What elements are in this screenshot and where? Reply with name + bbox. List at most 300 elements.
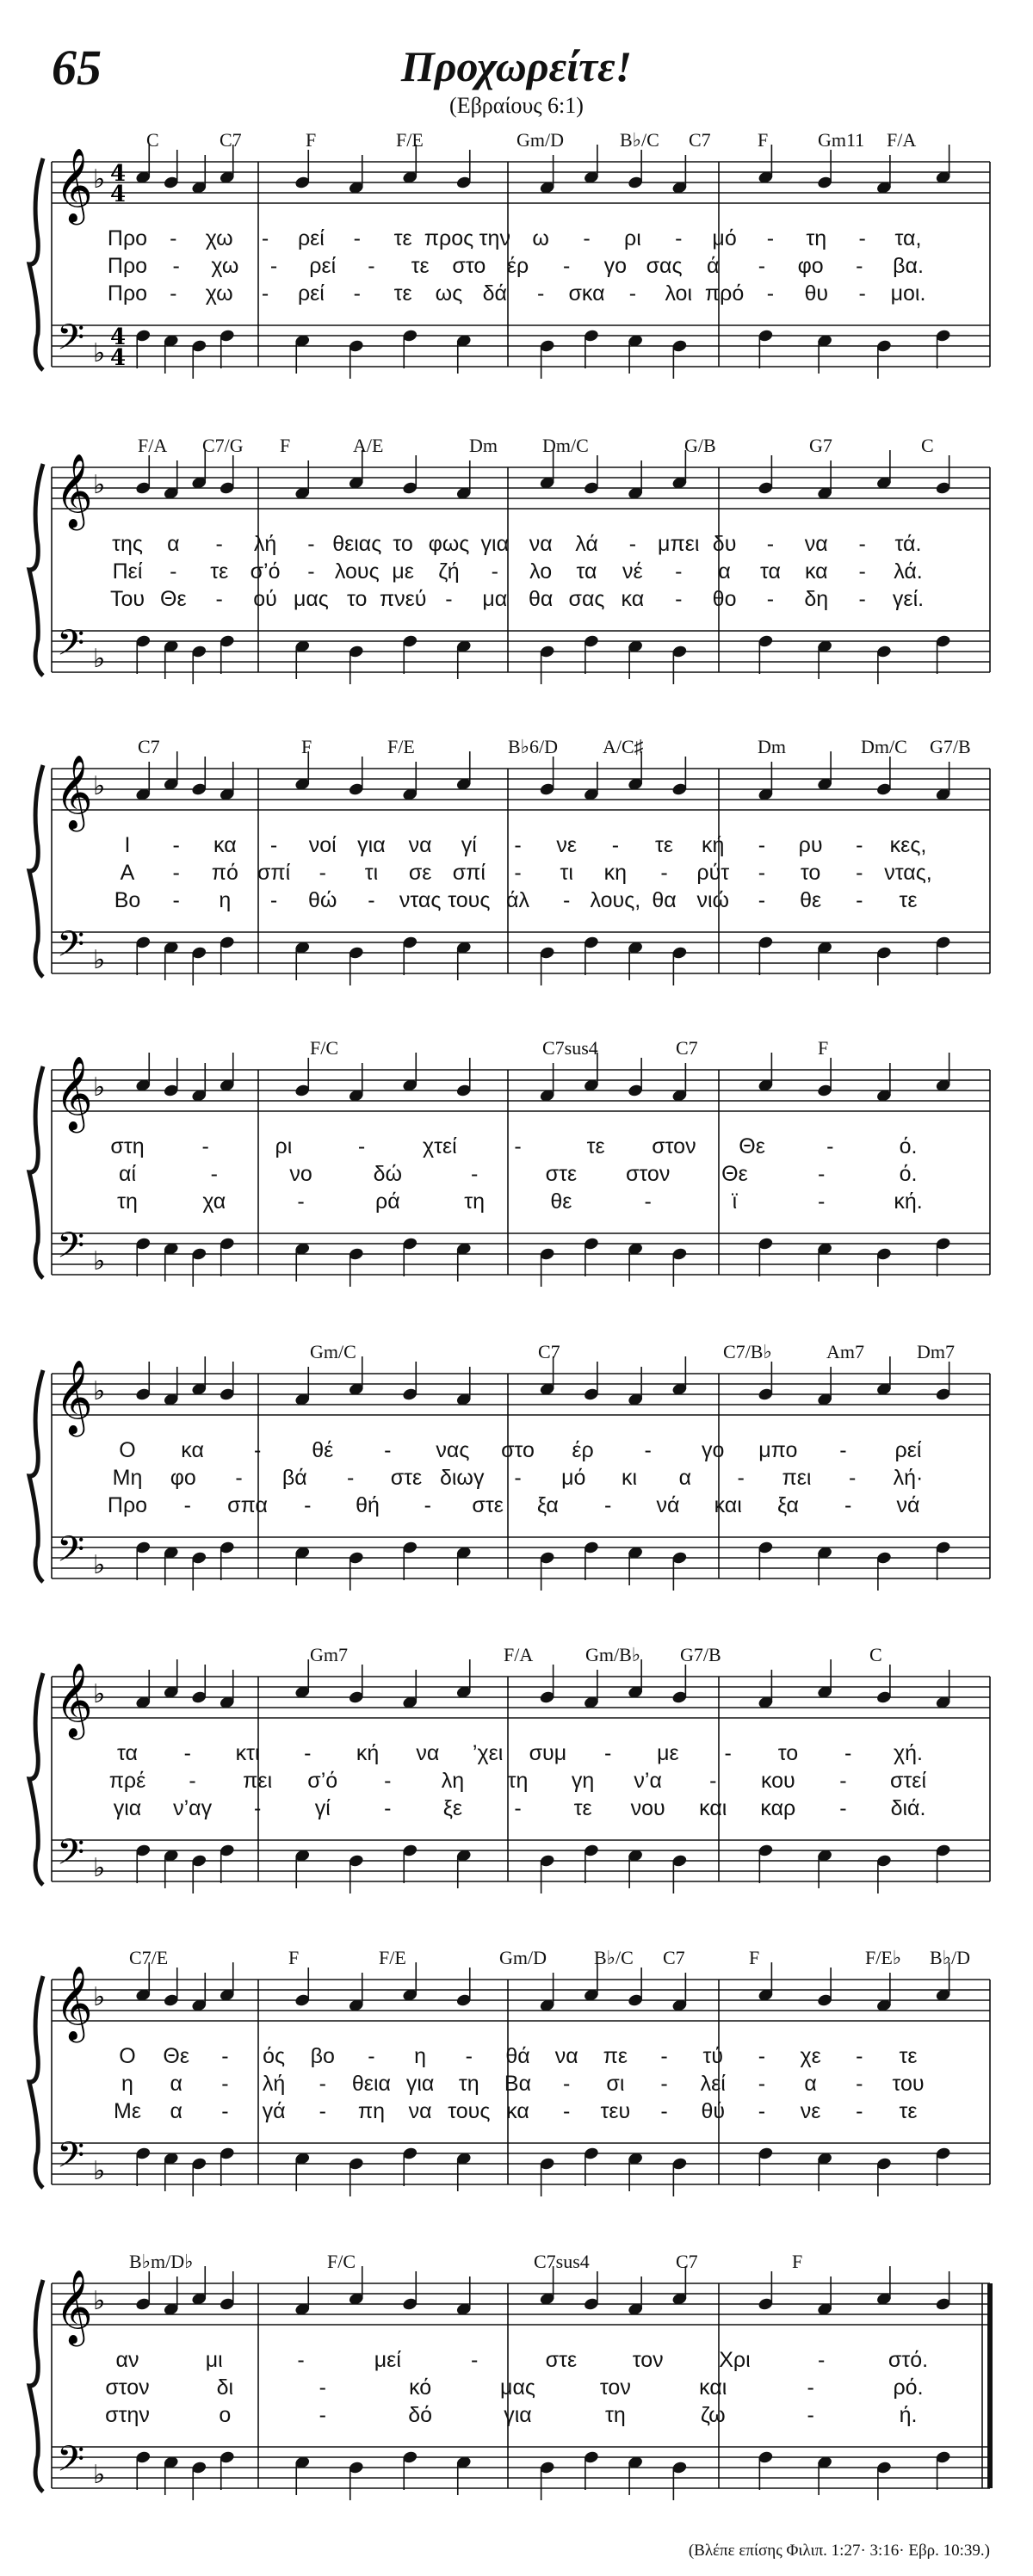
chord-symbol: B♭m/D♭ xyxy=(129,2251,194,2272)
lyric-syllable: πό xyxy=(211,861,238,885)
lyric-syllable: Με xyxy=(114,2099,141,2123)
lyric-syllable: νο xyxy=(289,1162,312,1186)
lyric-syllable: τε xyxy=(899,2099,918,2123)
lyric-hyphen: - xyxy=(319,2403,326,2427)
lyric-syllable: θή xyxy=(356,1493,380,1517)
lyric-syllable: λή xyxy=(262,2072,286,2096)
lyric-syllable: ζω xyxy=(700,2403,726,2427)
lyric-hyphen: - xyxy=(170,559,177,584)
lyric-syllable: χτεί xyxy=(422,1134,457,1158)
lyric-syllable: ϊ xyxy=(732,1189,738,1214)
lyric-syllable: ού xyxy=(253,587,277,611)
lyric-syllable: τι xyxy=(560,861,573,885)
lyric-syllable: δά xyxy=(482,281,507,306)
lyric-hyphen: - xyxy=(807,2403,814,2427)
system-brace xyxy=(29,1370,43,1582)
lyric-hyphen: - xyxy=(304,1493,312,1517)
lyric-hyphen: - xyxy=(818,2348,826,2372)
lyric-syllable: φο xyxy=(797,254,824,278)
key-signature-flat-icon: ♭ xyxy=(93,644,106,674)
lyric-syllable: και xyxy=(699,1796,727,1820)
chord-symbol: Dm7 xyxy=(917,1341,955,1362)
lyric-syllable: α xyxy=(718,559,731,584)
treble-clef-icon: 𝄞 xyxy=(55,755,93,829)
treble-clef-icon: 𝄞 xyxy=(55,454,93,528)
lyric-syllable: ρεί xyxy=(297,226,325,250)
lyric-hyphen: - xyxy=(583,226,591,250)
lyric-syllable: τευ xyxy=(600,2099,631,2123)
lyric-hyphen: - xyxy=(563,2072,571,2096)
lyric-hyphen: - xyxy=(856,861,863,885)
chord-symbol: Dm/C xyxy=(861,736,907,757)
lyric-hyphen: - xyxy=(319,2375,326,2400)
lyric-hyphen: - xyxy=(856,2044,863,2068)
music-system xyxy=(0,435,1033,727)
chord-symbol: G7/B xyxy=(930,736,971,757)
lyric-hyphen: - xyxy=(709,1769,717,1793)
lyric-hyphen: - xyxy=(261,281,269,306)
lyric-syllable: μό xyxy=(712,226,737,250)
chord-symbol: C7 xyxy=(138,736,160,757)
lyric-hyphen: - xyxy=(807,2375,814,2400)
lyric-hyphen: - xyxy=(445,587,453,611)
lyric-syllable: με xyxy=(392,559,414,584)
lyric-syllable: κα xyxy=(506,2099,529,2123)
lyric-syllable: μπο xyxy=(758,1438,798,1462)
lyric-syllable: α xyxy=(170,2099,182,2123)
key-signature-flat-icon: ♭ xyxy=(93,1679,106,1709)
lyric-hyphen: - xyxy=(856,888,863,912)
lyric-hyphen: - xyxy=(628,532,637,556)
lyric-syllable: θεια xyxy=(351,2072,391,2096)
lyric-syllable: πει xyxy=(782,1466,812,1490)
lyric-syllable: ρι xyxy=(623,226,641,250)
bass-clef-icon: 𝄢 xyxy=(57,2134,85,2184)
chord-symbol: Gm7 xyxy=(310,1644,348,1665)
key-signature-flat-icon: ♭ xyxy=(93,771,106,801)
lyric-hyphen: - xyxy=(611,833,620,857)
lyric-hyphen: - xyxy=(384,1438,392,1462)
lyric-syllable: η xyxy=(219,888,232,912)
chord-symbol: C xyxy=(921,435,934,456)
lyric-hyphen: - xyxy=(563,2099,571,2123)
lyric-syllable: στη xyxy=(110,1134,145,1158)
chord-symbol: F/A xyxy=(887,129,917,151)
key-signature-flat-icon: ♭ xyxy=(93,945,106,975)
chord-symbol: B♭/C xyxy=(620,129,659,151)
lyric-hyphen: - xyxy=(269,833,278,857)
music-system xyxy=(0,1341,1033,1634)
lyric-syllable: θε xyxy=(550,1189,572,1214)
lyric-syllable: του xyxy=(892,2072,925,2096)
lyric-hyphen: - xyxy=(221,2044,229,2068)
lyric-syllable: για xyxy=(504,2403,532,2427)
lyric-hyphen: - xyxy=(644,1189,652,1214)
music-system xyxy=(0,2251,1033,2543)
lyric-hyphen: - xyxy=(424,1493,432,1517)
lyric-syllable: τον xyxy=(632,2348,664,2372)
lyric-hyphen: - xyxy=(660,2072,668,2096)
lyric-syllable: τη xyxy=(464,1189,485,1214)
system-brace xyxy=(29,765,43,977)
lyric-syllable: τα xyxy=(576,559,597,584)
lyric-syllable: έρ xyxy=(572,1438,594,1462)
lyric-syllable: να xyxy=(408,833,432,857)
lyric-syllable: πε xyxy=(603,2044,628,2068)
lyric-syllable: θώ xyxy=(308,888,337,912)
lyric-syllable: ο xyxy=(219,2403,232,2427)
lyric-syllable: άλ xyxy=(506,888,529,912)
lyric-syllable: πρέ xyxy=(108,1769,146,1793)
lyric-syllable: νε xyxy=(556,833,578,857)
key-signature-flat-icon: ♭ xyxy=(93,470,106,500)
lyric-syllable: δι xyxy=(216,2375,234,2400)
lyric-hyphen: - xyxy=(563,254,571,278)
bass-clef-icon: 𝄢 xyxy=(57,1529,85,1578)
lyric-syllable: στον xyxy=(105,2375,150,2400)
system-brace xyxy=(29,1673,43,1885)
lyric-syllable: λους xyxy=(334,559,380,584)
lyric-syllable: της xyxy=(112,532,143,556)
lyric-syllable: τε xyxy=(899,2044,918,2068)
time-signature: 4 xyxy=(110,324,127,350)
lyric-syllable: μι xyxy=(205,2348,223,2372)
lyric-syllable: συμ xyxy=(529,1741,567,1765)
key-signature-flat-icon: ♭ xyxy=(93,2460,106,2490)
lyric-syllable: τε xyxy=(210,559,229,584)
lyric-syllable: κό xyxy=(409,2375,432,2400)
lyric-syllable: ξα xyxy=(536,1493,559,1517)
lyric-hyphen: - xyxy=(368,2044,375,2068)
lyric-hyphen: - xyxy=(724,1741,732,1765)
lyric-syllable: ρυ xyxy=(798,833,823,857)
lyric-syllable: σι xyxy=(606,2072,625,2096)
lyric-syllable: τη xyxy=(117,1189,138,1214)
lyric-hyphen: - xyxy=(856,254,863,278)
lyric-syllable: ξε xyxy=(442,1796,463,1820)
lyric-syllable: Μη xyxy=(112,1466,143,1490)
lyric-syllable: κα xyxy=(181,1438,204,1462)
chord-symbol: F/E xyxy=(387,736,415,757)
treble-clef-icon: 𝄞 xyxy=(55,148,93,222)
bass-clef-icon: 𝄢 xyxy=(57,1832,85,1881)
lyric-syllable: α xyxy=(678,1466,692,1490)
lyric-hyphen: - xyxy=(172,861,180,885)
chord-symbol: C7/E xyxy=(129,1947,169,1968)
lyric-syllable: Ο xyxy=(119,2044,136,2068)
lyric-hyphen: - xyxy=(758,861,766,885)
chord-symbol: Dm xyxy=(469,435,498,456)
lyric-syllable: λους, xyxy=(590,888,641,912)
time-signature: 4 xyxy=(110,182,127,207)
lyric-syllable: και xyxy=(699,2375,727,2400)
lyric-syllable: χω xyxy=(211,254,239,278)
lyric-hyphen: - xyxy=(297,1189,305,1214)
lyric-hyphen: - xyxy=(858,559,866,584)
lyric-hyphen: - xyxy=(628,281,637,306)
chord-symbol: B♭6/D xyxy=(508,736,559,757)
lyric-syllable: λοι xyxy=(665,281,693,306)
lyric-syllable: ν’αγ xyxy=(173,1796,213,1820)
chord-symbol: F xyxy=(306,129,317,151)
lyric-syllable: ρεί xyxy=(309,254,337,278)
lyric-hyphen: - xyxy=(235,1466,243,1490)
lyric-syllable: Α xyxy=(120,861,135,885)
lyric-syllable: η xyxy=(121,2072,133,2096)
lyric-syllable: κου xyxy=(760,1769,795,1793)
lyric-syllable: Θε xyxy=(160,587,187,611)
lyric-syllable: χε xyxy=(800,2044,821,2068)
system-brace xyxy=(29,464,43,676)
scripture-reference: (Εβραίους 6:1) xyxy=(449,93,584,118)
lyric-syllable: ως xyxy=(435,281,463,306)
treble-clef-icon: 𝄞 xyxy=(55,1056,93,1130)
lyric-hyphen: - xyxy=(758,2044,766,2068)
lyric-syllable: σκα xyxy=(568,281,605,306)
lyric-syllable: τε xyxy=(899,888,918,912)
time-signature: 4 xyxy=(110,161,127,187)
lyric-syllable: για xyxy=(480,532,510,556)
lyric-syllable: Προ xyxy=(107,281,148,306)
chord-symbol: Gm/C xyxy=(310,1341,356,1362)
lyric-syllable: νιώ xyxy=(696,888,730,912)
music-system xyxy=(0,129,1033,422)
lyric-hyphen: - xyxy=(514,1466,522,1490)
lyric-syllable: κτι xyxy=(235,1741,260,1765)
lyric-syllable: στο xyxy=(501,1438,535,1462)
lyric-syllable: τε xyxy=(393,281,412,306)
lyric-syllable: νας xyxy=(436,1438,470,1462)
lyric-syllable: λά xyxy=(575,532,598,556)
lyric-syllable: γά xyxy=(262,2099,286,2123)
lyric-hyphen: - xyxy=(858,281,866,306)
lyric-hyphen: - xyxy=(253,1796,262,1820)
treble-clef-icon: 𝄞 xyxy=(55,1966,93,2040)
lyric-syllable: Ι xyxy=(124,833,131,857)
lyric-hyphen: - xyxy=(183,1741,191,1765)
lyric-hyphen: - xyxy=(470,2348,479,2372)
chord-symbol: C7/B♭ xyxy=(723,1341,772,1362)
lyric-hyphen: - xyxy=(170,226,177,250)
lyric-syllable: γη xyxy=(571,1769,595,1793)
chord-symbol: Dm/C xyxy=(542,435,589,456)
lyric-syllable: θο xyxy=(712,587,737,611)
lyric-syllable: ό. xyxy=(899,1134,918,1158)
lyric-syllable: νε xyxy=(800,2099,821,2123)
lyric-syllable: ν’α xyxy=(634,1769,662,1793)
lyric-syllable: μό xyxy=(561,1466,586,1490)
lyric-syllable: πρό xyxy=(704,281,745,306)
lyric-hyphen: - xyxy=(603,1493,612,1517)
lyric-syllable: χω xyxy=(205,226,233,250)
lyric-syllable: νά xyxy=(656,1493,680,1517)
lyric-syllable: ά xyxy=(707,254,720,278)
lyric-syllable: Θε xyxy=(739,1134,765,1158)
lyric-syllable: α xyxy=(170,2072,182,2096)
key-signature-flat-icon: ♭ xyxy=(93,2156,106,2186)
lyric-syllable: ή. xyxy=(899,2403,918,2427)
chord-symbol: F xyxy=(288,1947,300,1968)
lyric-syllable: καρ xyxy=(760,1796,796,1820)
lyric-hyphen: - xyxy=(384,1769,392,1793)
chord-symbol: B♭/D xyxy=(930,1947,971,1968)
lyric-syllable: το xyxy=(777,1741,799,1765)
lyric-syllable: στε xyxy=(472,1493,504,1517)
lyric-hyphen: - xyxy=(660,861,668,885)
lyric-hyphen: - xyxy=(766,532,775,556)
lyric-syllable: στε xyxy=(390,1466,423,1490)
lyric-syllable: φο xyxy=(170,1466,196,1490)
chord-symbol: F xyxy=(749,1947,760,1968)
lyric-hyphen: - xyxy=(514,1134,522,1158)
lyric-syllable: τη xyxy=(604,2403,626,2427)
key-signature-flat-icon: ♭ xyxy=(93,2286,106,2316)
lyric-hyphen: - xyxy=(839,1769,847,1793)
lyric-syllable: τε xyxy=(655,833,674,857)
lyric-hyphen: - xyxy=(766,226,775,250)
lyric-hyphen: - xyxy=(269,254,278,278)
chord-symbol: C7sus4 xyxy=(534,2251,590,2272)
lyric-syllable: τους xyxy=(448,888,491,912)
hymn-number: 65 xyxy=(52,40,102,96)
lyric-hyphen: - xyxy=(319,2099,326,2123)
grand-staff xyxy=(0,435,1033,727)
lyric-hyphen: - xyxy=(307,559,315,584)
lyric-syllable: τα xyxy=(759,559,781,584)
chord-symbol: G7/B xyxy=(680,1644,721,1665)
system-brace xyxy=(29,158,43,370)
lyric-hyphen: - xyxy=(675,559,683,584)
lyric-hyphen: - xyxy=(210,1162,218,1186)
chord-symbol: C7sus4 xyxy=(542,1037,598,1059)
chord-symbol: C7 xyxy=(220,129,242,151)
lyric-hyphen: - xyxy=(818,1189,826,1214)
lyric-syllable: κα xyxy=(804,559,828,584)
lyric-syllable: ρό. xyxy=(893,2375,924,2400)
chord-symbol: Am7 xyxy=(826,1341,864,1362)
lyric-hyphen: - xyxy=(253,1438,262,1462)
lyric-syllable: δυ xyxy=(712,532,737,556)
chord-symbol: C7 xyxy=(538,1341,560,1362)
lyric-syllable: με xyxy=(657,1741,679,1765)
lyric-hyphen: - xyxy=(368,888,375,912)
lyric-syllable: Θε xyxy=(163,2044,189,2068)
lyric-syllable: μπει xyxy=(658,532,700,556)
lyric-syllable: κι xyxy=(622,1466,638,1490)
lyric-hyphen: - xyxy=(660,2099,668,2123)
lyric-hyphen: - xyxy=(261,226,269,250)
chord-symbol: F xyxy=(792,2251,803,2272)
lyric-hyphen: - xyxy=(563,888,571,912)
chord-symbol: F xyxy=(758,129,769,151)
lyric-hyphen: - xyxy=(858,226,866,250)
lyric-syllable: γεί. xyxy=(892,587,925,611)
lyric-syllable: σ’ό xyxy=(250,559,281,584)
lyric-hyphen: - xyxy=(319,2072,326,2096)
lyric-hyphen: - xyxy=(465,2044,473,2068)
lyric-syllable: τα, xyxy=(894,226,922,250)
lyric-syllable: λο xyxy=(529,559,553,584)
hymn-title: Προχωρείτε! xyxy=(400,42,633,90)
lyric-syllable: ’χει xyxy=(472,1741,504,1765)
bass-clef-icon: 𝄢 xyxy=(57,622,85,672)
lyric-hyphen: - xyxy=(766,587,775,611)
chord-symbol: C7 xyxy=(676,2251,698,2272)
chord-symbol: Gm/B♭ xyxy=(585,1644,641,1665)
lyric-syllable: τε xyxy=(586,1134,605,1158)
chord-symbol: F/E xyxy=(379,1947,406,1968)
lyric-syllable: να xyxy=(529,532,553,556)
lyric-syllable: λή· xyxy=(893,1466,924,1490)
lyric-syllable: θειας xyxy=(332,532,382,556)
chord-symbol: A/C♯ xyxy=(603,736,644,757)
lyric-syllable: να xyxy=(408,2099,432,2123)
lyric-syllable: Ο xyxy=(119,1438,136,1462)
chord-symbol: C xyxy=(146,129,159,151)
lyric-syllable: ντας, xyxy=(884,861,932,885)
lyric-syllable: χω xyxy=(205,281,233,306)
chord-symbol: F xyxy=(818,1037,829,1059)
chord-symbol: B♭/C xyxy=(594,1947,634,1968)
lyric-syllable: τα xyxy=(117,1741,138,1765)
footer-reference: (Βλέπε επίσης Φιλιπ. 1:27· 3:16· Εβρ. 10:39.) xyxy=(688,2542,990,2560)
lyric-hyphen: - xyxy=(758,888,766,912)
lyric-syllable: χή. xyxy=(894,1741,923,1765)
bass-clef-icon: 𝄢 xyxy=(57,317,85,367)
lyric-hyphen: - xyxy=(660,2044,668,2068)
lyric-syllable: Προ xyxy=(107,226,148,250)
lyric-syllable: τύ xyxy=(702,2044,724,2068)
lyric-syllable: για xyxy=(405,2072,435,2096)
treble-clef-icon: 𝄞 xyxy=(55,1360,93,1434)
lyric-syllable: χα xyxy=(202,1189,226,1214)
lyric-syllable: στον xyxy=(625,1162,671,1186)
lyric-syllable: σπί xyxy=(257,861,291,885)
lyric-syllable: α xyxy=(804,2072,817,2096)
lyric-syllable: σας xyxy=(646,254,683,278)
lyric-syllable: ρεί xyxy=(297,281,325,306)
chord-symbol: F xyxy=(280,435,291,456)
lyric-hyphen: - xyxy=(514,1796,522,1820)
lyric-hyphen: - xyxy=(675,587,683,611)
lyric-syllable: αί xyxy=(118,1162,137,1186)
lyric-hyphen: - xyxy=(758,833,766,857)
lyric-syllable: ω xyxy=(532,226,549,250)
lyric-syllable: σας xyxy=(568,587,605,611)
lyric-hyphen: - xyxy=(758,2072,766,2096)
system-brace xyxy=(29,1976,43,2188)
treble-clef-icon: 𝄞 xyxy=(55,2270,93,2344)
key-signature-flat-icon: ♭ xyxy=(93,1982,106,2012)
lyric-syllable: λεί xyxy=(700,2072,726,2096)
time-signature: 4 xyxy=(110,345,127,371)
lyric-syllable: Προ xyxy=(107,1493,148,1517)
lyric-syllable: λά. xyxy=(894,559,923,584)
lyric-syllable: έρ xyxy=(506,254,529,278)
lyric-syllable: Του xyxy=(109,587,145,611)
music-system xyxy=(0,1947,1033,2239)
lyric-syllable: φως xyxy=(428,532,470,556)
lyric-syllable: να xyxy=(416,1741,440,1765)
lyric-syllable: πη xyxy=(357,2099,386,2123)
lyric-syllable: θύ xyxy=(701,2099,726,2123)
lyric-syllable: βο xyxy=(310,2044,335,2068)
grand-staff xyxy=(0,1037,1033,1330)
lyric-hyphen: - xyxy=(858,532,866,556)
chord-symbol: F/A xyxy=(138,435,168,456)
lyric-syllable: μας xyxy=(500,2375,535,2400)
lyric-syllable: μας xyxy=(293,587,329,611)
